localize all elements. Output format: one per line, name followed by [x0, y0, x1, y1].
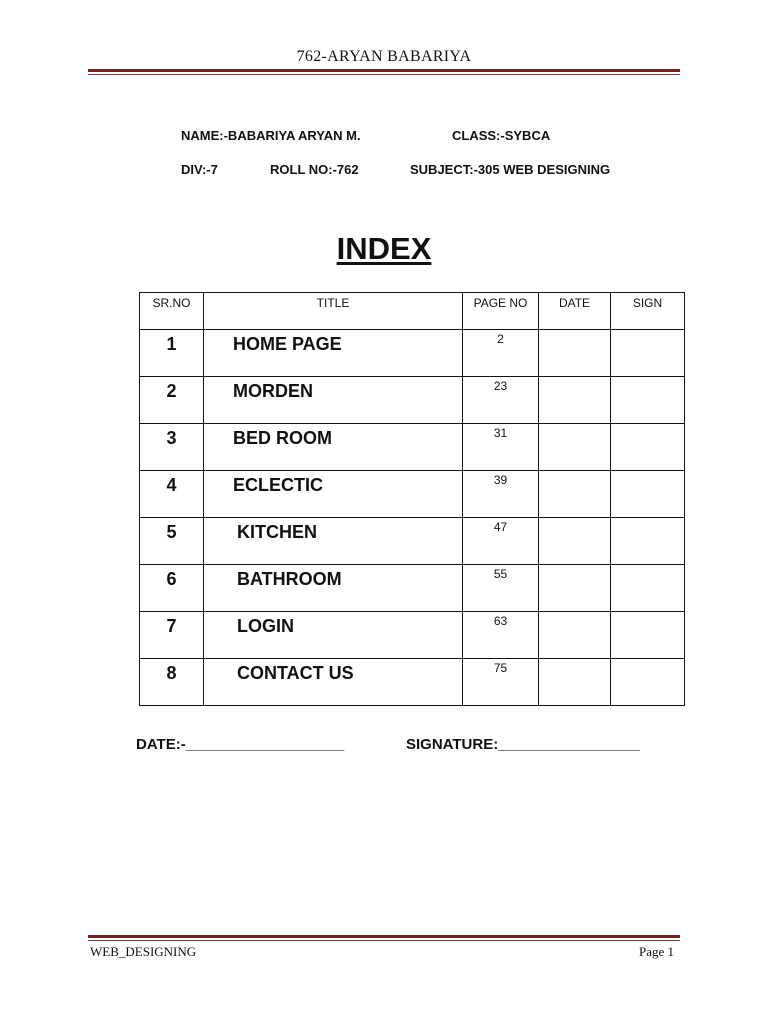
- row-page-no: 39: [463, 471, 539, 518]
- row-title: ECLECTIC: [204, 471, 463, 518]
- table-row: [140, 330, 685, 377]
- table-row: [140, 424, 685, 471]
- row-sign-cell: [611, 471, 685, 518]
- row-page-no: 47: [463, 518, 539, 565]
- row-srno: 1: [140, 330, 204, 377]
- row-date-cell: [539, 659, 611, 706]
- row-date-cell: [539, 330, 611, 377]
- footer-rule-thin: [88, 940, 680, 941]
- row-page-no: 2: [463, 330, 539, 377]
- row-date-cell: [539, 518, 611, 565]
- row-date-cell: [539, 377, 611, 424]
- header-rule: [88, 69, 680, 72]
- row-srno: 7: [140, 612, 204, 659]
- page-header-title: 762-ARYAN BABARIYA: [296, 48, 472, 65]
- index-heading: INDEX: [336, 231, 432, 266]
- row-sign-cell: [611, 659, 685, 706]
- table-row: [140, 471, 685, 518]
- row-srno: 5: [140, 518, 204, 565]
- student-name: NAME:-BABARIYA ARYAN M.: [181, 128, 361, 143]
- footer-rule: [88, 935, 680, 938]
- date-field: DATE:-___________________: [136, 736, 345, 753]
- row-title: LOGIN: [204, 612, 463, 659]
- row-srno: 6: [140, 565, 204, 612]
- row-title: BATHROOM: [204, 565, 463, 612]
- header-date: DATE: [539, 293, 611, 330]
- footer-subject: WEB_DESIGNING: [90, 944, 197, 959]
- signature-field: SIGNATURE:_________________: [406, 736, 641, 753]
- row-date-cell: [539, 612, 611, 659]
- row-sign-cell: [611, 330, 685, 377]
- row-sign-cell: [611, 424, 685, 471]
- row-page-no: 55: [463, 565, 539, 612]
- row-sign-cell: [611, 377, 685, 424]
- row-sign-cell: [611, 518, 685, 565]
- row-page-no: 23: [463, 377, 539, 424]
- row-title: MORDEN: [204, 377, 463, 424]
- row-sign-cell: [611, 565, 685, 612]
- row-srno: 4: [140, 471, 204, 518]
- row-page-no: 63: [463, 612, 539, 659]
- index-table: [139, 292, 685, 706]
- table-header-row: [140, 293, 685, 330]
- row-srno: 8: [140, 659, 204, 706]
- student-roll: ROLL NO:-762: [270, 162, 359, 177]
- student-div: DIV:-7: [181, 162, 218, 177]
- row-title: BED ROOM: [204, 424, 463, 471]
- row-srno: 3: [140, 424, 204, 471]
- header-sign: SIGN: [611, 293, 685, 330]
- table-row: [140, 377, 685, 424]
- row-page-no: 31: [463, 424, 539, 471]
- row-srno: 2: [140, 377, 204, 424]
- row-date-cell: [539, 424, 611, 471]
- header-rule-thin: [88, 74, 680, 75]
- table-row: [140, 518, 685, 565]
- header-title: TITLE: [204, 293, 463, 330]
- row-date-cell: [539, 565, 611, 612]
- row-title: CONTACT US: [204, 659, 463, 706]
- row-title: HOME PAGE: [204, 330, 463, 377]
- row-title: KITCHEN: [204, 518, 463, 565]
- student-subject: SUBJECT:-305 WEB DESIGNING: [410, 162, 611, 177]
- row-page-no: 75: [463, 659, 539, 706]
- row-sign-cell: [611, 612, 685, 659]
- table-row: [140, 612, 685, 659]
- page-number: Page 1: [639, 944, 675, 959]
- table-row: [140, 659, 685, 706]
- student-class: CLASS:-SYBCA: [452, 128, 551, 143]
- header-page-no: PAGE NO: [463, 293, 539, 330]
- header-srno: SR.NO: [140, 293, 204, 330]
- table-row: [140, 565, 685, 612]
- row-date-cell: [539, 471, 611, 518]
